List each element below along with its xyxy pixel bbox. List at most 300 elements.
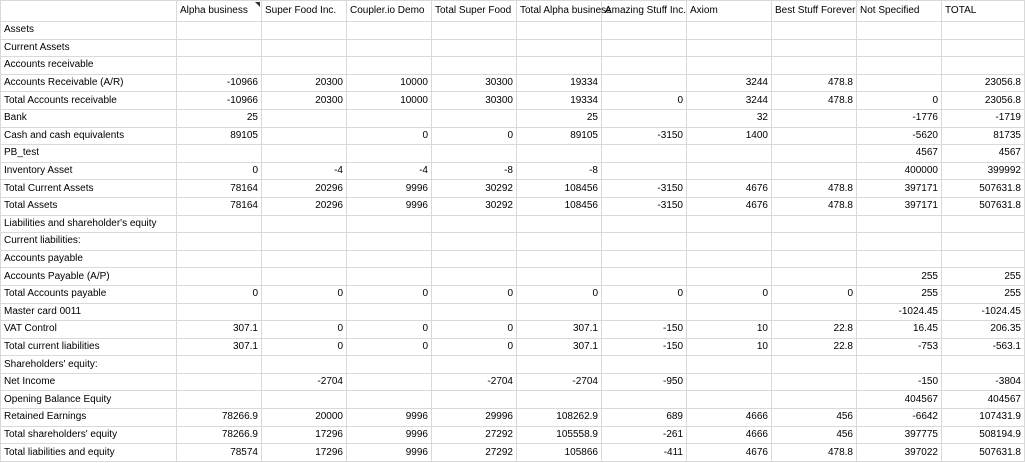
value-cell[interactable]: [177, 22, 262, 40]
value-cell[interactable]: -753: [857, 338, 942, 356]
value-cell[interactable]: [942, 39, 1025, 57]
value-cell[interactable]: 23056.8: [942, 92, 1025, 110]
row-label-cell[interactable]: Total Assets: [1, 197, 177, 215]
value-cell[interactable]: 20300: [262, 92, 347, 110]
value-cell[interactable]: 4676: [687, 444, 772, 462]
column-header[interactable]: Amazing Stuff Inc.: [602, 1, 687, 22]
row-label-cell[interactable]: Net Income: [1, 373, 177, 391]
value-cell[interactable]: [772, 268, 857, 286]
value-cell[interactable]: 78266.9: [177, 426, 262, 444]
value-cell[interactable]: [432, 356, 517, 374]
value-cell[interactable]: 108262.9: [517, 409, 602, 427]
value-cell[interactable]: [432, 233, 517, 251]
value-cell[interactable]: 0: [432, 338, 517, 356]
value-cell[interactable]: [262, 127, 347, 145]
row-label-cell[interactable]: Bank: [1, 109, 177, 127]
value-cell[interactable]: 20300: [262, 74, 347, 92]
value-cell[interactable]: [432, 109, 517, 127]
value-cell[interactable]: [177, 145, 262, 163]
value-cell[interactable]: -1024.45: [942, 303, 1025, 321]
value-cell[interactable]: -3150: [602, 180, 687, 198]
value-cell[interactable]: [432, 57, 517, 75]
column-header[interactable]: Best Stuff Forever: [772, 1, 857, 22]
value-cell[interactable]: [262, 391, 347, 409]
value-cell[interactable]: 4676: [687, 180, 772, 198]
value-cell[interactable]: 397022: [857, 444, 942, 462]
value-cell[interactable]: [347, 22, 432, 40]
value-cell[interactable]: 0: [517, 285, 602, 303]
value-cell[interactable]: [347, 250, 432, 268]
value-cell[interactable]: 9996: [347, 426, 432, 444]
value-cell[interactable]: -6642: [857, 409, 942, 427]
value-cell[interactable]: -3150: [602, 197, 687, 215]
value-cell[interactable]: 4666: [687, 426, 772, 444]
row-label-cell[interactable]: Total current liabilities: [1, 338, 177, 356]
value-cell[interactable]: [942, 57, 1025, 75]
value-cell[interactable]: 30292: [432, 197, 517, 215]
value-cell[interactable]: [772, 57, 857, 75]
value-cell[interactable]: 307.1: [177, 338, 262, 356]
value-cell[interactable]: 0: [432, 321, 517, 339]
row-label-cell[interactable]: Retained Earnings: [1, 409, 177, 427]
table-row: [1, 197, 1025, 215]
value-cell[interactable]: [177, 268, 262, 286]
value-cell[interactable]: 0: [262, 321, 347, 339]
value-cell[interactable]: [262, 22, 347, 40]
value-cell[interactable]: -10966: [177, 92, 262, 110]
value-cell[interactable]: 307.1: [517, 321, 602, 339]
table-row: [1, 74, 1025, 92]
value-cell[interactable]: [857, 39, 942, 57]
value-cell[interactable]: 9996: [347, 444, 432, 462]
table-row: [1, 57, 1025, 75]
value-cell[interactable]: 4676: [687, 197, 772, 215]
value-cell[interactable]: [772, 250, 857, 268]
table-row: [1, 22, 1025, 40]
value-cell[interactable]: -150: [602, 321, 687, 339]
value-cell[interactable]: [517, 356, 602, 374]
value-cell[interactable]: [602, 303, 687, 321]
value-cell[interactable]: 25: [177, 109, 262, 127]
value-cell[interactable]: [177, 233, 262, 251]
value-cell[interactable]: [772, 233, 857, 251]
value-cell[interactable]: 81735: [942, 127, 1025, 145]
column-header[interactable]: Total Alpha business: [517, 1, 602, 22]
value-cell[interactable]: 78574: [177, 444, 262, 462]
value-cell[interactable]: [687, 39, 772, 57]
value-cell[interactable]: [347, 39, 432, 57]
value-cell[interactable]: [772, 145, 857, 163]
row-label-cell[interactable]: Liabilities and shareholder's equity: [1, 215, 177, 233]
value-cell[interactable]: [347, 268, 432, 286]
value-cell[interactable]: 0: [262, 338, 347, 356]
value-cell[interactable]: [772, 39, 857, 57]
value-cell[interactable]: 27292: [432, 444, 517, 462]
value-cell[interactable]: [432, 39, 517, 57]
row-label-cell[interactable]: Master card 0011: [1, 303, 177, 321]
value-cell[interactable]: 507631.8: [942, 197, 1025, 215]
value-cell[interactable]: [517, 233, 602, 251]
value-cell[interactable]: [602, 233, 687, 251]
value-cell[interactable]: [432, 268, 517, 286]
value-cell[interactable]: [602, 39, 687, 57]
value-cell[interactable]: [857, 233, 942, 251]
value-cell[interactable]: [857, 57, 942, 75]
value-cell[interactable]: 0: [347, 321, 432, 339]
value-cell[interactable]: [772, 109, 857, 127]
value-cell[interactable]: [347, 356, 432, 374]
value-cell[interactable]: 255: [857, 285, 942, 303]
value-cell[interactable]: 507631.8: [942, 180, 1025, 198]
value-cell[interactable]: 108456: [517, 180, 602, 198]
column-header[interactable]: [177, 1, 262, 22]
header-cell-blank[interactable]: [1, 1, 177, 22]
value-cell[interactable]: [772, 391, 857, 409]
value-cell[interactable]: [262, 145, 347, 163]
row-label-cell[interactable]: Accounts payable: [1, 250, 177, 268]
value-cell[interactable]: 255: [857, 268, 942, 286]
value-cell[interactable]: 25: [517, 109, 602, 127]
value-cell[interactable]: -150: [602, 338, 687, 356]
value-cell[interactable]: [772, 127, 857, 145]
value-cell[interactable]: [432, 215, 517, 233]
value-cell[interactable]: 255: [942, 268, 1025, 286]
value-cell[interactable]: 32: [687, 109, 772, 127]
value-cell[interactable]: [347, 391, 432, 409]
value-cell[interactable]: 108456: [517, 197, 602, 215]
value-cell[interactable]: 404567: [942, 391, 1025, 409]
value-cell[interactable]: 507631.8: [942, 444, 1025, 462]
value-cell[interactable]: [772, 356, 857, 374]
value-cell[interactable]: [347, 215, 432, 233]
value-cell[interactable]: [772, 162, 857, 180]
value-cell[interactable]: [772, 215, 857, 233]
value-cell[interactable]: -261: [602, 426, 687, 444]
value-cell[interactable]: [262, 57, 347, 75]
column-header-text: Alpha business: [180, 5, 248, 16]
value-cell[interactable]: 22.8: [772, 321, 857, 339]
value-cell[interactable]: [177, 391, 262, 409]
value-cell[interactable]: 456: [772, 409, 857, 427]
value-cell[interactable]: -4: [262, 162, 347, 180]
value-cell[interactable]: -563.1: [942, 338, 1025, 356]
value-cell[interactable]: [857, 215, 942, 233]
value-cell[interactable]: [262, 215, 347, 233]
value-cell[interactable]: -4: [347, 162, 432, 180]
value-cell[interactable]: 0: [432, 127, 517, 145]
value-cell[interactable]: [347, 233, 432, 251]
table-row: [1, 215, 1025, 233]
value-cell[interactable]: [772, 373, 857, 391]
value-cell[interactable]: 78266.9: [177, 409, 262, 427]
value-cell[interactable]: 0: [432, 285, 517, 303]
value-cell[interactable]: 3244: [687, 74, 772, 92]
row-label-cell[interactable]: Total shareholders' equity: [1, 426, 177, 444]
value-cell[interactable]: [602, 22, 687, 40]
value-cell[interactable]: 3244: [687, 92, 772, 110]
column-header[interactable]: Super Food Inc.: [262, 1, 347, 22]
value-cell[interactable]: [687, 268, 772, 286]
value-cell[interactable]: [857, 356, 942, 374]
row-label-cell[interactable]: Total Accounts receivable: [1, 92, 177, 110]
value-cell[interactable]: [347, 303, 432, 321]
value-cell[interactable]: 19334: [517, 74, 602, 92]
value-cell[interactable]: 105558.9: [517, 426, 602, 444]
value-cell[interactable]: 307.1: [177, 321, 262, 339]
value-cell[interactable]: 307.1: [517, 338, 602, 356]
value-cell[interactable]: [602, 215, 687, 233]
value-cell[interactable]: [687, 303, 772, 321]
value-cell[interactable]: -3150: [602, 127, 687, 145]
value-cell[interactable]: [687, 22, 772, 40]
value-cell[interactable]: 0: [687, 285, 772, 303]
row-label-cell[interactable]: Total Accounts payable: [1, 285, 177, 303]
row-label-cell[interactable]: Shareholders' equity:: [1, 356, 177, 374]
value-cell[interactable]: 29996: [432, 409, 517, 427]
value-cell[interactable]: -2704: [517, 373, 602, 391]
value-cell[interactable]: [687, 162, 772, 180]
value-cell[interactable]: 17296: [262, 426, 347, 444]
value-cell[interactable]: 456: [772, 426, 857, 444]
value-cell[interactable]: [687, 215, 772, 233]
value-cell[interactable]: 30300: [432, 92, 517, 110]
value-cell[interactable]: [432, 303, 517, 321]
value-cell[interactable]: 78164: [177, 180, 262, 198]
value-cell[interactable]: [262, 39, 347, 57]
value-cell[interactable]: [772, 303, 857, 321]
value-cell[interactable]: [857, 74, 942, 92]
value-cell[interactable]: [602, 109, 687, 127]
column-header[interactable]: Total Super Food: [432, 1, 517, 22]
value-cell[interactable]: 397171: [857, 197, 942, 215]
value-cell[interactable]: 4666: [687, 409, 772, 427]
value-cell[interactable]: 20000: [262, 409, 347, 427]
value-cell[interactable]: -950: [602, 373, 687, 391]
value-cell[interactable]: [517, 145, 602, 163]
value-cell[interactable]: 23056.8: [942, 74, 1025, 92]
value-cell[interactable]: [602, 57, 687, 75]
value-cell[interactable]: [687, 391, 772, 409]
value-cell[interactable]: [262, 268, 347, 286]
value-cell[interactable]: [177, 373, 262, 391]
value-cell[interactable]: -1776: [857, 109, 942, 127]
value-cell[interactable]: 10000: [347, 92, 432, 110]
value-cell[interactable]: 0: [347, 285, 432, 303]
value-cell[interactable]: [687, 250, 772, 268]
value-cell[interactable]: 105866: [517, 444, 602, 462]
value-cell[interactable]: 0: [857, 92, 942, 110]
value-cell[interactable]: [262, 303, 347, 321]
column-header[interactable]: Axiom: [687, 1, 772, 22]
value-cell[interactable]: 478.8: [772, 197, 857, 215]
value-cell[interactable]: -5620: [857, 127, 942, 145]
value-cell[interactable]: 0: [262, 285, 347, 303]
value-cell[interactable]: 9996: [347, 197, 432, 215]
value-cell[interactable]: 9996: [347, 180, 432, 198]
value-cell[interactable]: [177, 57, 262, 75]
value-cell[interactable]: [177, 215, 262, 233]
value-cell[interactable]: [517, 303, 602, 321]
value-cell[interactable]: [687, 233, 772, 251]
row-label-cell[interactable]: Accounts Receivable (A/R): [1, 74, 177, 92]
row-label-cell[interactable]: Accounts receivable: [1, 57, 177, 75]
value-cell[interactable]: 508194.9: [942, 426, 1025, 444]
value-cell[interactable]: 22.8: [772, 338, 857, 356]
value-cell[interactable]: [687, 356, 772, 374]
value-cell[interactable]: [602, 162, 687, 180]
value-cell[interactable]: 400000: [857, 162, 942, 180]
row-label-cell[interactable]: Current Assets: [1, 39, 177, 57]
value-cell[interactable]: [687, 373, 772, 391]
value-cell[interactable]: 1400: [687, 127, 772, 145]
value-cell[interactable]: [942, 250, 1025, 268]
column-header[interactable]: Not Specified: [857, 1, 942, 22]
value-cell[interactable]: 397171: [857, 180, 942, 198]
value-cell[interactable]: -1024.45: [857, 303, 942, 321]
row-label-cell[interactable]: Total liabilities and equity: [1, 444, 177, 462]
row-label-cell[interactable]: Total Current Assets: [1, 180, 177, 198]
value-cell[interactable]: [772, 22, 857, 40]
table-row: [1, 145, 1025, 163]
value-cell[interactable]: [432, 250, 517, 268]
value-cell[interactable]: [517, 57, 602, 75]
value-cell[interactable]: [177, 356, 262, 374]
value-cell[interactable]: [347, 109, 432, 127]
value-cell[interactable]: [942, 215, 1025, 233]
value-cell[interactable]: [432, 145, 517, 163]
value-cell[interactable]: [177, 39, 262, 57]
value-cell[interactable]: 17296: [262, 444, 347, 462]
row-label-cell[interactable]: Accounts Payable (A/P): [1, 268, 177, 286]
value-cell[interactable]: [517, 22, 602, 40]
value-cell[interactable]: 10: [687, 338, 772, 356]
value-cell[interactable]: [602, 356, 687, 374]
table-row: [1, 444, 1025, 462]
value-cell[interactable]: [517, 215, 602, 233]
value-cell[interactable]: [602, 268, 687, 286]
value-cell[interactable]: [177, 250, 262, 268]
column-header[interactable]: TOTAL: [942, 1, 1025, 22]
value-cell[interactable]: [942, 356, 1025, 374]
value-cell[interactable]: 78164: [177, 197, 262, 215]
value-cell[interactable]: 4567: [942, 145, 1025, 163]
value-cell[interactable]: [177, 303, 262, 321]
value-cell[interactable]: [942, 22, 1025, 40]
value-cell[interactable]: [262, 233, 347, 251]
table-row: [1, 285, 1025, 303]
value-cell[interactable]: 19334: [517, 92, 602, 110]
value-cell[interactable]: [602, 391, 687, 409]
value-cell[interactable]: 0: [347, 338, 432, 356]
value-cell[interactable]: [347, 373, 432, 391]
value-cell[interactable]: -10966: [177, 74, 262, 92]
row-label-cell[interactable]: Inventory Asset: [1, 162, 177, 180]
table-row: [1, 303, 1025, 321]
value-cell[interactable]: 0: [347, 127, 432, 145]
value-cell[interactable]: 89105: [177, 127, 262, 145]
value-cell[interactable]: [942, 233, 1025, 251]
value-cell[interactable]: 478.8: [772, 444, 857, 462]
table-row: [1, 373, 1025, 391]
value-cell[interactable]: 107431.9: [942, 409, 1025, 427]
value-cell[interactable]: [262, 356, 347, 374]
value-cell[interactable]: 0: [177, 285, 262, 303]
value-cell[interactable]: 478.8: [772, 74, 857, 92]
value-cell[interactable]: [857, 250, 942, 268]
value-cell[interactable]: 404567: [857, 391, 942, 409]
value-cell[interactable]: 30300: [432, 74, 517, 92]
value-cell[interactable]: 206.35: [942, 321, 1025, 339]
value-cell[interactable]: -2704: [432, 373, 517, 391]
row-label-cell[interactable]: Cash and cash equivalents: [1, 127, 177, 145]
value-cell[interactable]: 399992: [942, 162, 1025, 180]
row-label-cell[interactable]: Current liabilities:: [1, 233, 177, 251]
value-cell[interactable]: 16.45: [857, 321, 942, 339]
value-cell[interactable]: [517, 39, 602, 57]
value-cell[interactable]: 397775: [857, 426, 942, 444]
row-label-cell[interactable]: Opening Balance Equity: [1, 391, 177, 409]
value-cell[interactable]: 30292: [432, 180, 517, 198]
value-cell[interactable]: [517, 391, 602, 409]
value-cell[interactable]: -8: [432, 162, 517, 180]
value-cell[interactable]: -3804: [942, 373, 1025, 391]
row-label-cell[interactable]: Assets: [1, 22, 177, 40]
value-cell[interactable]: 27292: [432, 426, 517, 444]
column-header[interactable]: Coupler.io Demo: [347, 1, 432, 22]
value-cell[interactable]: [347, 145, 432, 163]
row-label-cell[interactable]: VAT Control: [1, 321, 177, 339]
value-cell[interactable]: [432, 391, 517, 409]
value-cell[interactable]: [517, 250, 602, 268]
value-cell[interactable]: [687, 57, 772, 75]
value-cell[interactable]: 4567: [857, 145, 942, 163]
value-cell[interactable]: 9996: [347, 409, 432, 427]
value-cell[interactable]: -8: [517, 162, 602, 180]
value-cell[interactable]: -1719: [942, 109, 1025, 127]
table-row: [1, 250, 1025, 268]
value-cell[interactable]: [602, 145, 687, 163]
value-cell[interactable]: [262, 109, 347, 127]
filter-corner-icon: [255, 2, 260, 7]
value-cell[interactable]: -150: [857, 373, 942, 391]
value-cell[interactable]: 89105: [517, 127, 602, 145]
value-cell[interactable]: -411: [602, 444, 687, 462]
value-cell[interactable]: 10000: [347, 74, 432, 92]
value-cell[interactable]: 20296: [262, 197, 347, 215]
value-cell[interactable]: 0: [177, 162, 262, 180]
value-cell[interactable]: -2704: [262, 373, 347, 391]
value-cell[interactable]: [347, 57, 432, 75]
value-cell[interactable]: [517, 268, 602, 286]
value-cell[interactable]: 689: [602, 409, 687, 427]
value-cell[interactable]: [262, 250, 347, 268]
table-row: [1, 268, 1025, 286]
value-cell[interactable]: 478.8: [772, 92, 857, 110]
value-cell[interactable]: 255: [942, 285, 1025, 303]
value-cell[interactable]: 478.8: [772, 180, 857, 198]
value-cell[interactable]: 0: [772, 285, 857, 303]
value-cell[interactable]: [432, 22, 517, 40]
value-cell[interactable]: [602, 250, 687, 268]
value-cell[interactable]: [602, 74, 687, 92]
row-label-cell[interactable]: PB_test: [1, 145, 177, 163]
value-cell[interactable]: [857, 22, 942, 40]
value-cell[interactable]: 0: [602, 285, 687, 303]
value-cell[interactable]: 0: [602, 92, 687, 110]
value-cell[interactable]: [687, 145, 772, 163]
value-cell[interactable]: 10: [687, 321, 772, 339]
value-cell[interactable]: 20296: [262, 180, 347, 198]
